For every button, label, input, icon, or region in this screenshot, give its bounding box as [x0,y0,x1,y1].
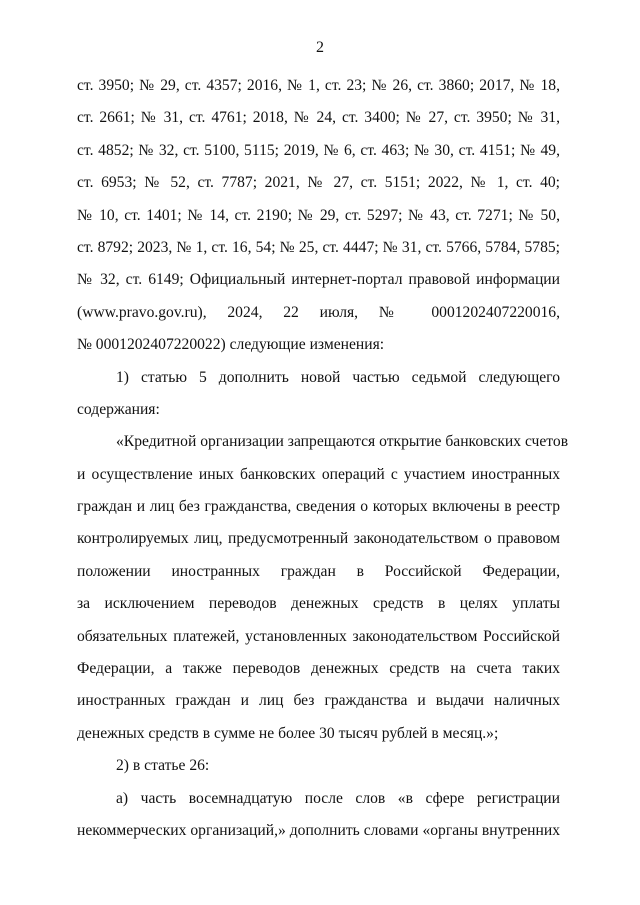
text-line: ст. 2661; № 31, ст. 4761; 2018, № 24, ст. 3400; № 27, ст. 3950; № 31, [77,109,560,127]
text-line: контролируемых лиц, предусмотренный законодательством о правовом [77,530,560,548]
text-line: № 32, ст. 6149; Официальный интернет-портал правовой информации [77,271,560,289]
body-text [77,70,569,847]
text-line: ст. 6953; № 52, ст. 7787; 2021, № 27, ст. 5151; 2022, № 1, ст. 40; [77,174,560,192]
text-line: № 10, ст. 1401; № 14, ст. 2190; № 29, ст. 5297; № 43, ст. 7271; № 50, [77,206,560,224]
text-line: граждан и лиц без гражданства, сведения о которых включены в реестр [77,498,560,516]
text-line: положении иностранных граждан в Российской Федерации, [77,562,560,580]
text-line: ст. 4852; № 32, ст. 5100, 5115; 2019, № 6, ст. 463; № 30, ст. 4151; № 49, [77,141,560,159]
text-line: ст. 3950; № 29, ст. 4357; 2016, № 1, ст. 23; № 26, ст. 3860; 2017, № 18, [77,77,560,94]
text-line: некоммерческих организаций,» дополнить словами «органы внутренних [77,821,560,839]
text-line: Федерации, а также переводов денежных средств на счета таких [77,660,560,678]
text-line: денежных средств в сумме не более 30 тысяч рублей в месяц.»; [77,724,499,742]
text-line: а) часть восемнадцатую после слов «в сфере регистрации [116,789,560,807]
text-line: 1) статью 5 дополнить новой частью седьмой следующего [116,368,560,386]
text-line: «Кредитной организации запрещаются открытие банковских счетов [116,433,569,451]
text-line: за исключением переводов денежных средств в целях уплаты [77,595,560,613]
page-number: 2 [316,39,324,56]
text-line: иностранных граждан и лиц без гражданства и выдачи наличных [77,692,560,710]
text-line: и осуществление иных банковских операций с участием иностранных [77,465,560,483]
text-line: содержания: [77,400,160,418]
text-line: ст. 8792; 2023, № 1, ст. 16, 54; № 25, ст. 4447; № 31, ст. 5766, 5784, 5785; [77,238,560,256]
text-line: (www.pravo.gov.ru), 2024, 22 июля, № 0001202407220016, [77,303,560,321]
text-line: № 0001202407220022) следующие изменения: [77,336,385,354]
text-line: обязательных платежей, установленных законодательством Российской [77,627,560,645]
text-line: 2) в статье 26: [116,757,210,775]
